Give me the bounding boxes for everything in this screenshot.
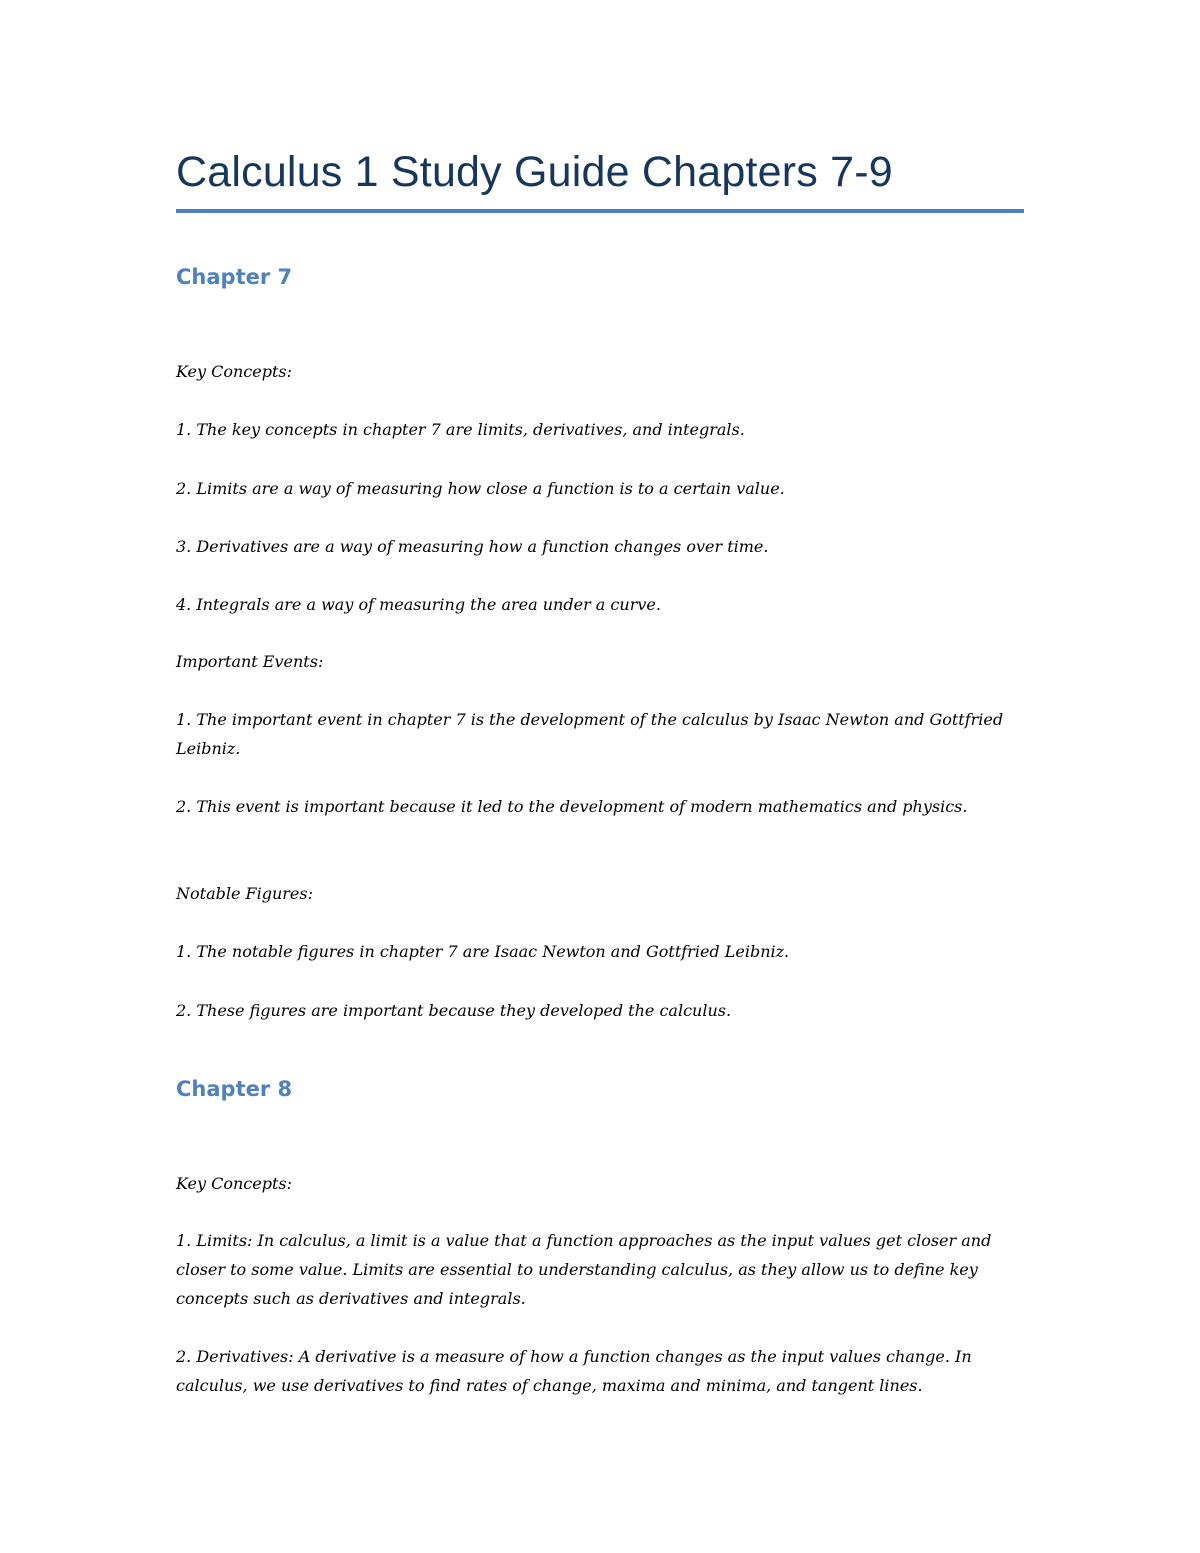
chapter-7-key-concept-4: 4. Integrals are a way of measuring the area under a curve. — [176, 595, 661, 614]
chapter-7-key-concept-2: 2. Limits are a way of measuring how close a function is to a certain value. — [176, 479, 785, 498]
chapter-8-heading: Chapter 8 — [176, 1077, 293, 1101]
title-underline — [176, 209, 1024, 213]
chapter-7-notable-figure-2: 2. These figures are important because they developed the calculus. — [176, 1001, 732, 1020]
document-title: Calculus 1 Study Guide Chapters 7-9 — [176, 148, 893, 196]
chapter-8-key-concept-2: 2. Derivatives: A derivative is a measure of how a function changes as the input values change. In calculus, we use derivatives to find rates of change, maxima and minima, and tangent lines. — [176, 1347, 972, 1395]
chapter-7-important-event-1: 1. The important event in chapter 7 is the development of the calculus by Isaac Newton and Gottfried Leibniz. — [176, 710, 1004, 758]
chapter-7-key-concepts-label: Key Concepts: — [176, 362, 292, 381]
chapter-7-important-events-label: Important Events: — [176, 652, 324, 671]
chapter-7-key-concept-3: 3. Derivatives are a way of measuring how a function changes over time. — [176, 537, 769, 556]
chapter-8-key-concepts-label: Key Concepts: — [176, 1174, 292, 1193]
chapter-7-important-event-2: 2. This event is important because it led to the development of modern mathematics and physics. — [176, 797, 968, 816]
chapter-8-key-concept-1: 1. Limits: In calculus, a limit is a value that a function approaches as the input values get closer and closer to some value. Limits are essential to understanding calculus, as they allow us to define key concepts such as derivatives and integrals. — [176, 1231, 992, 1308]
chapter-7-notable-figures-label: Notable Figures: — [176, 884, 313, 903]
chapter-7-key-concept-1: 1. The key concepts in chapter 7 are limits, derivatives, and integrals. — [176, 420, 745, 439]
chapter-7-notable-figure-1: 1. The notable figures in chapter 7 are Isaac Newton and Gottfried Leibniz. — [176, 942, 790, 961]
chapter-7-heading: Chapter 7 — [176, 265, 293, 289]
